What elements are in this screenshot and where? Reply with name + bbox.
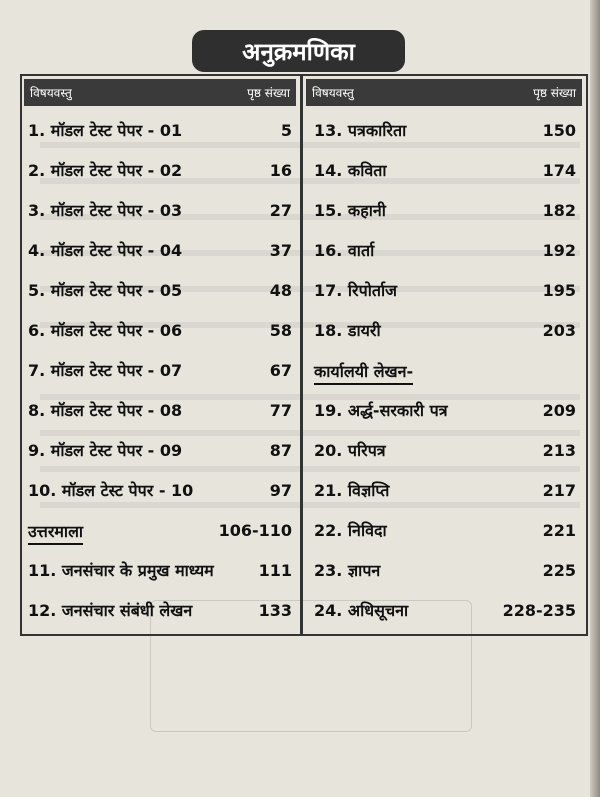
- entry-label: 22. निविदा: [314, 521, 387, 540]
- toc-entry: [28, 153, 292, 187]
- toc-entry: [314, 473, 576, 507]
- entry-label: 23. ज्ञापन: [314, 561, 381, 580]
- entry-page: 48: [269, 280, 292, 300]
- column-header-page: पृष्ठ संख्या: [533, 86, 576, 100]
- answer-key-entry: [28, 513, 292, 547]
- entry-page: 221: [542, 520, 576, 540]
- toc-entry: [314, 153, 576, 187]
- toc-entry: [314, 553, 576, 587]
- entry-page: 192: [542, 240, 576, 260]
- left-header: [24, 79, 296, 106]
- toc-entry: [314, 233, 576, 267]
- entry-label: 11. जनसंचार के प्रमुख माध्यम: [28, 561, 214, 580]
- toc-entry: [314, 433, 576, 467]
- column-divider: [300, 74, 303, 636]
- toc-entry: [314, 593, 576, 627]
- entry-label: 10. मॉडल टेस्ट पेपर - 10: [28, 481, 194, 500]
- entry-label: 15. कहानी: [314, 201, 386, 220]
- column-header-topic: विषयवस्तु: [312, 86, 354, 100]
- right-header: [306, 79, 582, 106]
- entry-label: 24. अधिसूचना: [314, 601, 409, 620]
- entry-label: 2. मॉडल टेस्ट पेपर - 02: [28, 161, 183, 180]
- entry-page: 133: [258, 600, 292, 620]
- entry-label: 4. मॉडल टेस्ट पेपर - 04: [28, 241, 183, 260]
- toc-entry: [28, 353, 292, 387]
- toc-entry: [28, 233, 292, 267]
- entry-page: 106-110: [218, 520, 292, 540]
- entry-page: 174: [542, 160, 576, 180]
- toc-entry: [28, 273, 292, 307]
- toc-entry: [28, 113, 292, 147]
- toc-entry: [314, 313, 576, 347]
- entry-label: 17. रिपोर्ताज: [314, 281, 397, 300]
- entry-page: 67: [269, 360, 292, 380]
- entry-page: 213: [542, 440, 576, 460]
- entry-page: 16: [269, 160, 292, 180]
- toc-entry: [28, 393, 292, 427]
- entry-page: 182: [542, 200, 576, 220]
- office-writing-heading: कार्यालयी लेखन-: [314, 360, 413, 385]
- toc-entry: [28, 593, 292, 627]
- entry-label: 20. परिपत्र: [314, 441, 386, 460]
- entry-page: 97: [269, 480, 292, 500]
- entry-label: 14. कविता: [314, 161, 387, 180]
- entry-label: 21. विज्ञप्ति: [314, 481, 390, 500]
- entry-page: 37: [269, 240, 292, 260]
- entry-label: 12. जनसंचार संबंधी लेखन: [28, 601, 193, 620]
- entry-page: 27: [269, 200, 292, 220]
- toc-entry: [28, 313, 292, 347]
- page-title: अनुक्रमणिका: [192, 30, 405, 72]
- column-header-topic: विषयवस्तु: [30, 86, 72, 100]
- entry-label: 8. मॉडल टेस्ट पेपर - 08: [28, 401, 183, 420]
- entry-page: 111: [258, 560, 292, 580]
- entry-page: 5: [280, 120, 292, 140]
- entry-page: 58: [269, 320, 292, 340]
- page-edge: [590, 0, 600, 797]
- entry-page: 217: [542, 480, 576, 500]
- column-header-page: पृष्ठ संख्या: [247, 86, 290, 100]
- entry-page: 195: [542, 280, 576, 300]
- entry-label: 9. मॉडल टेस्ट पेपर - 09: [28, 441, 183, 460]
- toc-entry: [314, 193, 576, 227]
- entry-label: 3. मॉडल टेस्ट पेपर - 03: [28, 201, 183, 220]
- entry-label: 7. मॉडल टेस्ट पेपर - 07: [28, 361, 183, 380]
- toc-entry: [28, 433, 292, 467]
- entry-page: 77: [269, 400, 292, 420]
- entry-page: 87: [269, 440, 292, 460]
- entry-page: 225: [542, 560, 576, 580]
- toc-entry: [28, 553, 292, 587]
- toc-entry: [28, 473, 292, 507]
- entry-label: 1. मॉडल टेस्ट पेपर - 01: [28, 121, 183, 140]
- answer-key-heading: उत्तरमाला: [28, 520, 83, 545]
- entry-page: 203: [542, 320, 576, 340]
- entry-page: 209: [542, 400, 576, 420]
- entry-label: 19. अर्द्ध-सरकारी पत्र: [314, 401, 448, 420]
- toc-entry: [314, 273, 576, 307]
- entry-label: 5. मॉडल टेस्ट पेपर - 05: [28, 281, 183, 300]
- toc-entry: [28, 193, 292, 227]
- entry-label: 18. डायरी: [314, 321, 381, 340]
- entry-page: 150: [542, 120, 576, 140]
- toc-entry: [314, 513, 576, 547]
- entry-label: 6. मॉडल टेस्ट पेपर - 06: [28, 321, 183, 340]
- entry-label: 13. पत्रकारिता: [314, 121, 407, 140]
- entry-page: 228-235: [502, 600, 576, 620]
- toc-entry: [314, 113, 576, 147]
- entry-label: 16. वार्ता: [314, 241, 375, 260]
- toc-entry: [314, 393, 576, 427]
